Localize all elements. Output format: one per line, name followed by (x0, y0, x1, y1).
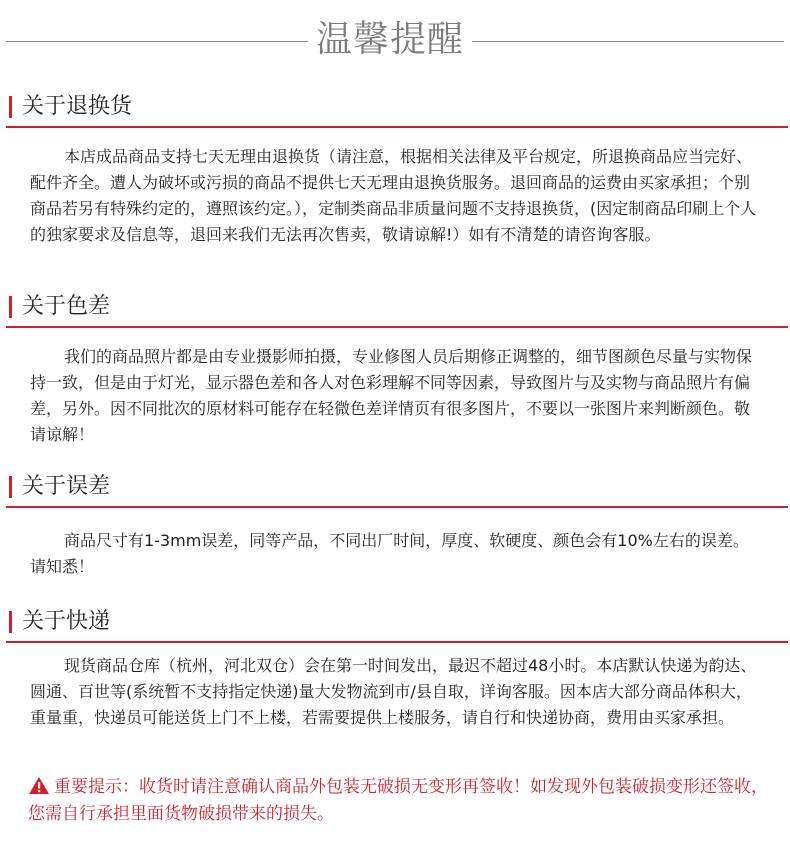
section-body-text: 我们的商品照片都是由专业摄影师拍摄，专业修图人员后期修正调整的，细节图颜色尽量与实物保持一致，但是由于灯光，显示器色差和各人对色彩理解不同等因素，导致图片与及实物与商品照片有偏差，另外。因不同批次的原材料可能存在轻微色差详情页有很多图片，不要以一张图片来判断颜色。敬请谅解！ (30, 347, 753, 444)
section-header (6, 290, 788, 328)
page-title-row (0, 14, 790, 70)
important-notice (28, 774, 768, 828)
page-title: 温馨提醒 (315, 19, 464, 60)
section-header (6, 90, 788, 128)
section-heading: 关于快递 (22, 609, 111, 634)
warning-triangle-icon (28, 776, 50, 795)
section-accent-bar (9, 296, 12, 318)
section-header (6, 605, 788, 643)
important-notice-text: 重要提示：收货时请注意确认商品外包装无破损无变形再签收！如发现外包装破损变形还签收，您需自行承担里面货物破损带来的损失。 (28, 777, 768, 824)
section-accent-bar (9, 476, 12, 498)
section-body-text: 商品尺寸有1-3mm误差，同等产品，不同出厂时间，厚度、软硬度、颜色会有10%左右的误差。请知悉！ (30, 531, 749, 576)
section-heading: 关于退换货 (22, 94, 133, 119)
title-divider-left (6, 41, 308, 42)
section-header (6, 470, 788, 508)
title-divider-right (472, 41, 784, 42)
section-heading: 关于色差 (22, 294, 111, 319)
section-body-text: 本店成品商品支持七天无理由退换货（请注意，根据相关法律及平台规定，所退换商品应当完好、配件齐全。遭人为破坏或污损的商品不提供七天无理由退换货服务。退回商品的运费由买家承担；个别商品若另有特殊约定的，遵照该约定。），定制类商品非质量问题不支持退换货，(因定制商品印刷上个人的独家要求及信息等，退回来我们无法再次售卖，敬请谅解!）如有不清楚的请咨询客服。 (30, 147, 757, 244)
section-body-text: 现货商品仓库（杭州，河北双仓）会在第一时间发出，最迟不超过48小时。本店默认快递为韵达、圆通、百世等(系统暂不支持指定快递)量大发物流到市/县自取，详询客服。因本店大部分商品体积大，重量重，快递员可能送货上门不上楼，若需要提供上楼服务，请自行和快递协商，费用由买家承担。 (30, 656, 757, 727)
section-accent-bar (9, 96, 12, 118)
section-accent-bar (9, 611, 12, 633)
section-heading: 关于误差 (22, 474, 111, 499)
